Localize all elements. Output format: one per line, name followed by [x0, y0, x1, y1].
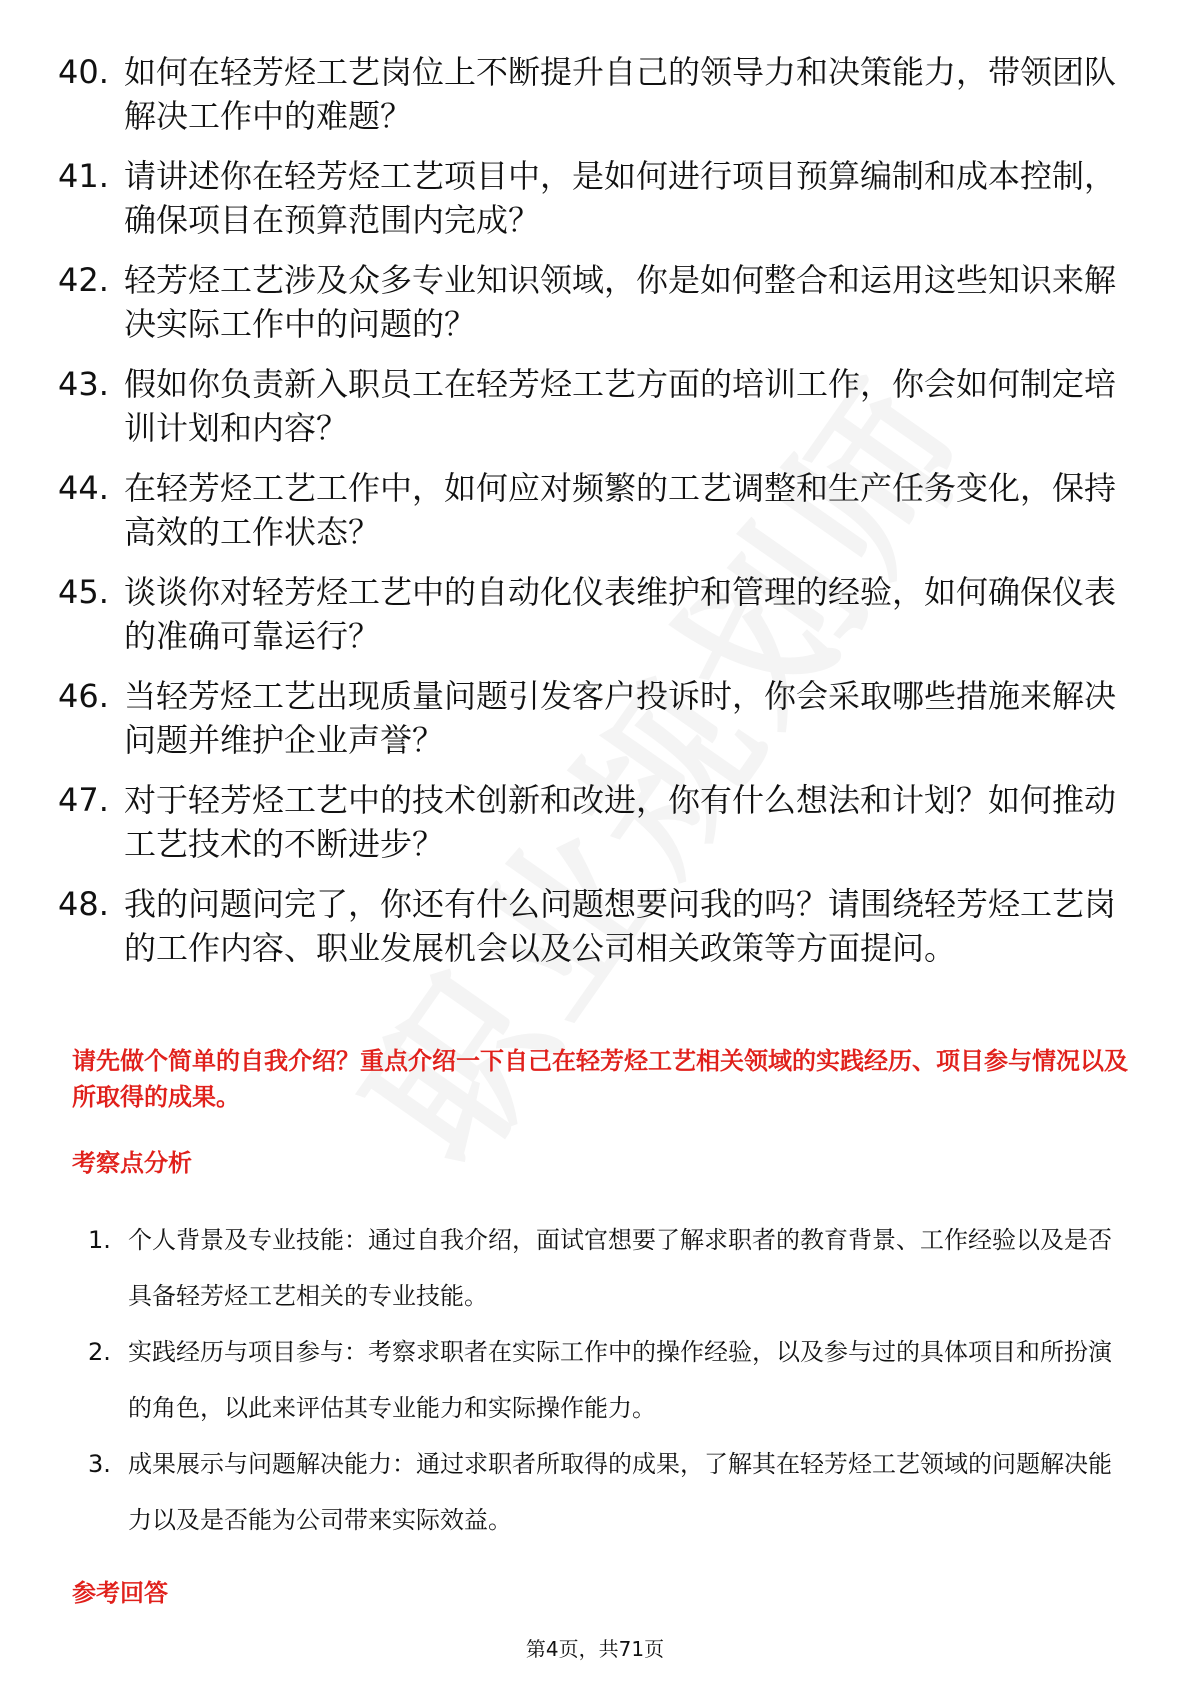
- question-number: 41.: [58, 157, 109, 195]
- question-text: 当轻芳烃工艺出现质量问题引发客户投诉时，你会采取哪些措施来解决问题并维护企业声誉？: [124, 677, 1117, 759]
- question-text: 请讲述你在轻芳烃工艺项目中，是如何进行项目预算编制和成本控制，确保项目在预算范围内完成？: [124, 157, 1117, 239]
- analysis-text: 个人背景及专业技能：通过自我介绍，面试官想要了解求职者的教育背景、工作经验以及是否具备轻芳烃工艺相关的专业技能。: [128, 1226, 1112, 1310]
- question-number: 40.: [58, 53, 109, 91]
- question-text: 对于轻芳烃工艺中的技术创新和改进，你有什么想法和计划？如何推动工艺技术的不断进步？: [124, 781, 1117, 863]
- analysis-text: 实践经历与项目参与：考察求职者在实际工作中的操作经验，以及参与过的具体项目和所扮演的角色，以此来评估其专业能力和实际操作能力。: [128, 1338, 1112, 1422]
- analysis-item-2: [88, 1324, 1118, 1436]
- question-item-42: [58, 258, 1118, 346]
- question-item-46: [58, 674, 1118, 762]
- analysis-item-1: [88, 1212, 1118, 1324]
- question-item-41: [58, 154, 1118, 242]
- focus-question: 请先做个简单的自我介绍？重点介绍一下自己在轻芳烃工艺相关领域的实践经历、项目参与情况以及所取得的成果。: [72, 1047, 1128, 1111]
- question-text: 谈谈你对轻芳烃工艺中的自动化仪表维护和管理的经验，如何确保仪表的准确可靠运行？: [124, 573, 1117, 655]
- question-number: 47.: [58, 781, 109, 819]
- analysis-number: 3.: [88, 1450, 111, 1478]
- question-number: 48.: [58, 885, 109, 923]
- question-list: [58, 50, 1118, 986]
- question-text: 在轻芳烃工艺工作中，如何应对频繁的工艺调整和生产任务变化，保持高效的工作状态？: [124, 469, 1117, 551]
- question-item-44: [58, 466, 1118, 554]
- page-footer: 第4页，共71页: [525, 1637, 665, 1661]
- question-text: 如何在轻芳烃工艺岗位上不断提升自己的领导力和决策能力，带领团队解决工作中的难题？: [124, 53, 1117, 135]
- analysis-number: 2.: [88, 1338, 111, 1366]
- question-number: 44.: [58, 469, 109, 507]
- analysis-number: 1.: [88, 1226, 111, 1254]
- analysis-list: [88, 1212, 1118, 1548]
- question-number: 42.: [58, 261, 109, 299]
- question-item-40: [58, 50, 1118, 138]
- analysis-heading: 考察点分析: [72, 1149, 192, 1177]
- question-number: 45.: [58, 573, 109, 611]
- analysis-text: 成果展示与问题解决能力：通过求职者所取得的成果，了解其在轻芳烃工艺领域的问题解决能力以及是否能为公司带来实际效益。: [128, 1450, 1112, 1534]
- question-number: 46.: [58, 677, 109, 715]
- question-item-45: [58, 570, 1118, 658]
- question-item-47: [58, 778, 1118, 866]
- question-text: 假如你负责新入职员工在轻芳烃工艺方面的培训工作，你会如何制定培训计划和内容？: [124, 365, 1117, 447]
- question-item-43: [58, 362, 1118, 450]
- reference-heading: 参考回答: [72, 1579, 168, 1607]
- question-text: 轻芳烃工艺涉及众多专业知识领域，你是如何整合和运用这些知识来解决实际工作中的问题的？: [124, 261, 1117, 343]
- question-item-48: [58, 882, 1118, 970]
- analysis-item-3: [88, 1436, 1118, 1548]
- question-number: 43.: [58, 365, 109, 403]
- question-text: 我的问题问完了，你还有什么问题想要问我的吗？请围绕轻芳烃工艺岗的工作内容、职业发展机会以及公司相关政策等方面提问。: [124, 885, 1117, 967]
